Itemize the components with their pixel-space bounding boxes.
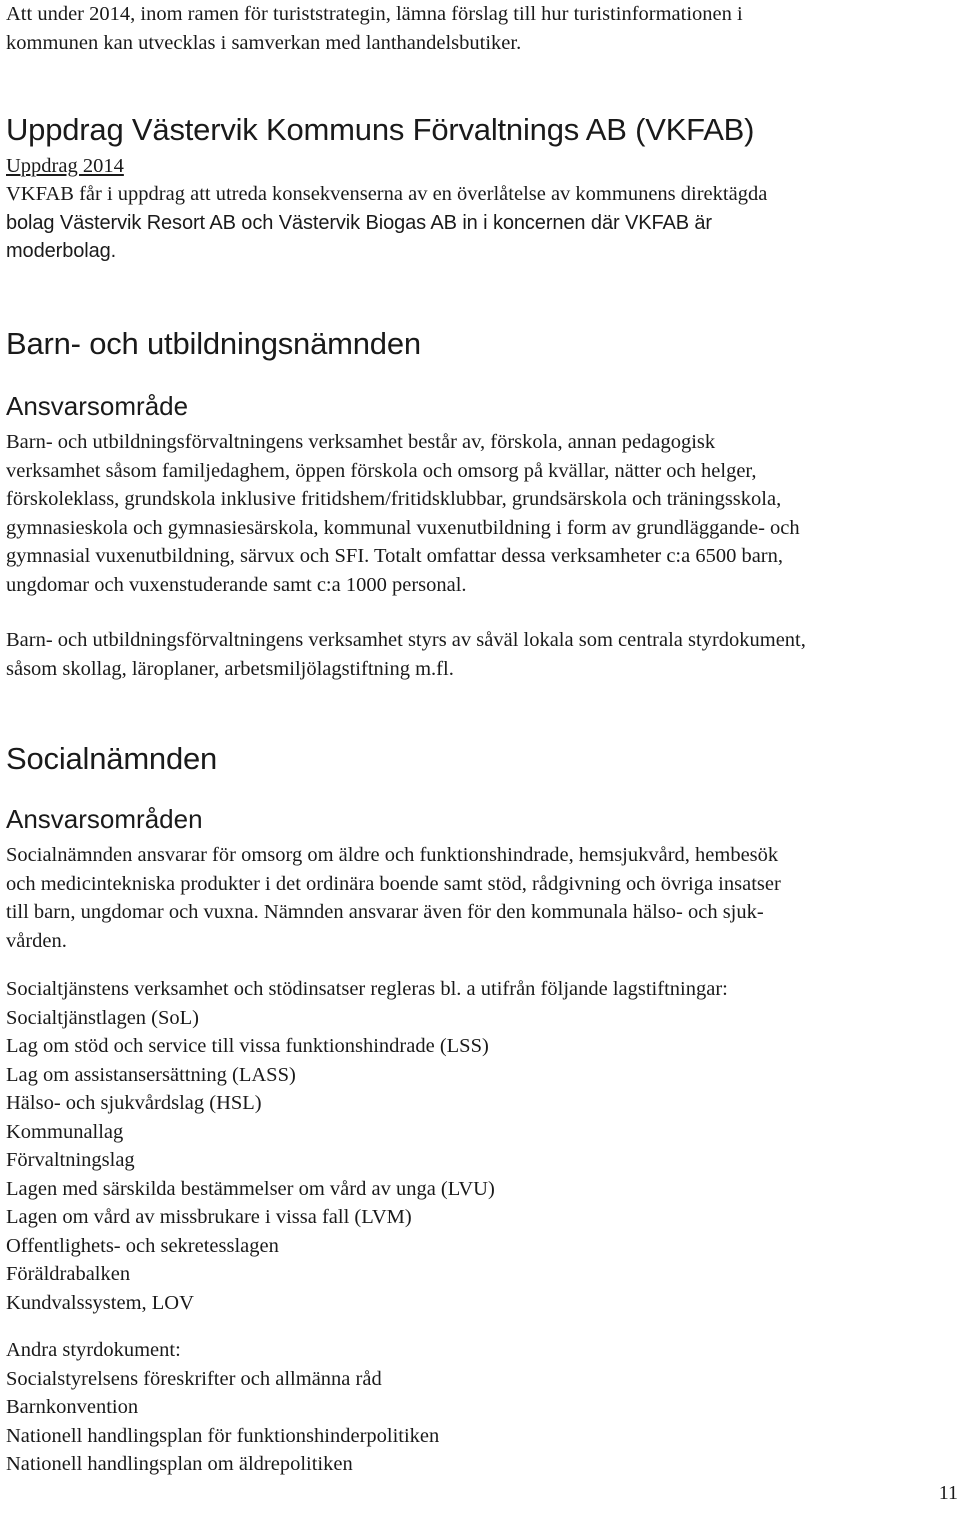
doc-item: Socialstyrelsens föreskrifter och allmänna råd (6, 1367, 382, 1390)
law-item: Lag om stöd och service till vissa funktionshindrade (LSS) (6, 1035, 489, 1057)
law-item: Förvaltningslag (6, 1149, 135, 1171)
text-line: VKFAB får i uppdrag att utreda konsekvenserna av en överlåtelse av kommunens direktägda (6, 183, 768, 205)
law-item: Lag om assistansersättning (LASS) (6, 1063, 296, 1086)
text-line: och medicintekniska produkter i det ordinära boende samt stöd, rådgivning och övriga insatser (6, 872, 781, 895)
section-heading: Barn- och utbildningsnämnden (6, 326, 421, 361)
text-line: till barn, ungdomar och vuxna. Nämnden ansvarar även för den kommunala hälso- och sjuk- (6, 901, 764, 923)
section-heading: Uppdrag Västervik Kommuns Förvaltnings AB (VKFAB) (6, 112, 755, 147)
text-line: ungdomar och vuxenstuderande samt c:a 1000 personal. (6, 573, 467, 596)
law-item: Lagen med särskilda bestämmelser om vård av unga (LVU) (6, 1177, 495, 1200)
doc-item: Barnkonvention (6, 1396, 139, 1418)
section-subheading: Uppdrag 2014 (6, 155, 124, 177)
section-subheading: Ansvarsområden (6, 804, 203, 834)
text-line: förskoleklass, grundskola inklusive fritidshem/fritidsklubbar, grundsärskola och träningsskola, (6, 488, 782, 510)
laws-intro: Socialtjänstens verksamhet och stödinsatser regleras bl. a utifrån följande lagstiftningar: (6, 978, 728, 1000)
text-line: bolag Västervik Resort AB och Västervik Biogas AB in i koncernen där VKFAB är (6, 211, 712, 234)
social-paragraph-1 (6, 841, 781, 955)
doc-item: Nationell handlingsplan om äldrepolitiken (6, 1453, 353, 1475)
text-line: kommunen kan utvecklas i samverkan med lanthandelsbutiker. (6, 31, 522, 54)
text-line: såsom skollag, läroplaner, arbetsmiljölagstiftning m.fl. (6, 657, 454, 680)
doc-item: Nationell handlingsplan för funktionshinderpolitiken (6, 1424, 440, 1447)
law-item: Hälso- och sjukvårdslag (HSL) (6, 1092, 262, 1114)
text-line: moderbolag. (6, 240, 117, 262)
text-line: Att under 2014, inom ramen för turiststrategin, lämna förslag till hur turistinformationen i (6, 3, 743, 25)
law-item: Lagen om vård av missbrukare i vissa fall (LVM) (6, 1206, 412, 1228)
section-heading: Socialnämnden (6, 741, 218, 776)
other-docs-block (6, 1336, 781, 1479)
bun-paragraph-1 (6, 428, 806, 599)
law-item: Föräldrabalken (6, 1263, 131, 1285)
vkfab-section (6, 112, 767, 266)
text-line: Barn- och utbildningsförvaltningens verksamhet styrs av såväl lokala som centrala styrdokument, (6, 629, 806, 651)
text-line: verksamhet såsom familjedaghem, öppen förskola och omsorg på kvällar, nätter och helger, (6, 459, 757, 482)
law-item: Kommunallag (6, 1120, 124, 1143)
text-line: vården. (6, 929, 67, 952)
law-item: Kundvalssystem, LOV (6, 1291, 194, 1314)
social-section (6, 741, 781, 1479)
text-line: Barn- och utbildningsförvaltningens verksamhet består av, förskola, annan pedagogisk (6, 431, 716, 453)
page-number: 11 (938, 1482, 958, 1504)
bun-section (6, 326, 806, 683)
bun-paragraph-2 (6, 626, 806, 683)
laws-block (6, 975, 781, 1317)
text-line: gymnasial vuxenutbildning, särvux och SFI. Totalt omfattar dessa verksamheter c:a 6500 barn, (6, 545, 784, 567)
other-docs-intro: Andra styrdokument: (6, 1339, 181, 1361)
vkfab-paragraph (6, 209, 767, 266)
intro-paragraph (6, 0, 743, 57)
law-item: Offentlighets- och sekretesslagen (6, 1234, 279, 1257)
section-subheading: Ansvarsområde (6, 391, 189, 421)
law-item: Socialtjänstlagen (SoL) (6, 1006, 199, 1029)
text-line: gymnasieskola och gymnasiesärskola, kommunal vuxenutbildning i form av grundläggande- och (6, 516, 800, 539)
text-line: Socialnämnden ansvarar för omsorg om äldre och funktionshindrade, hemsjukvård, hembesök (6, 844, 779, 866)
